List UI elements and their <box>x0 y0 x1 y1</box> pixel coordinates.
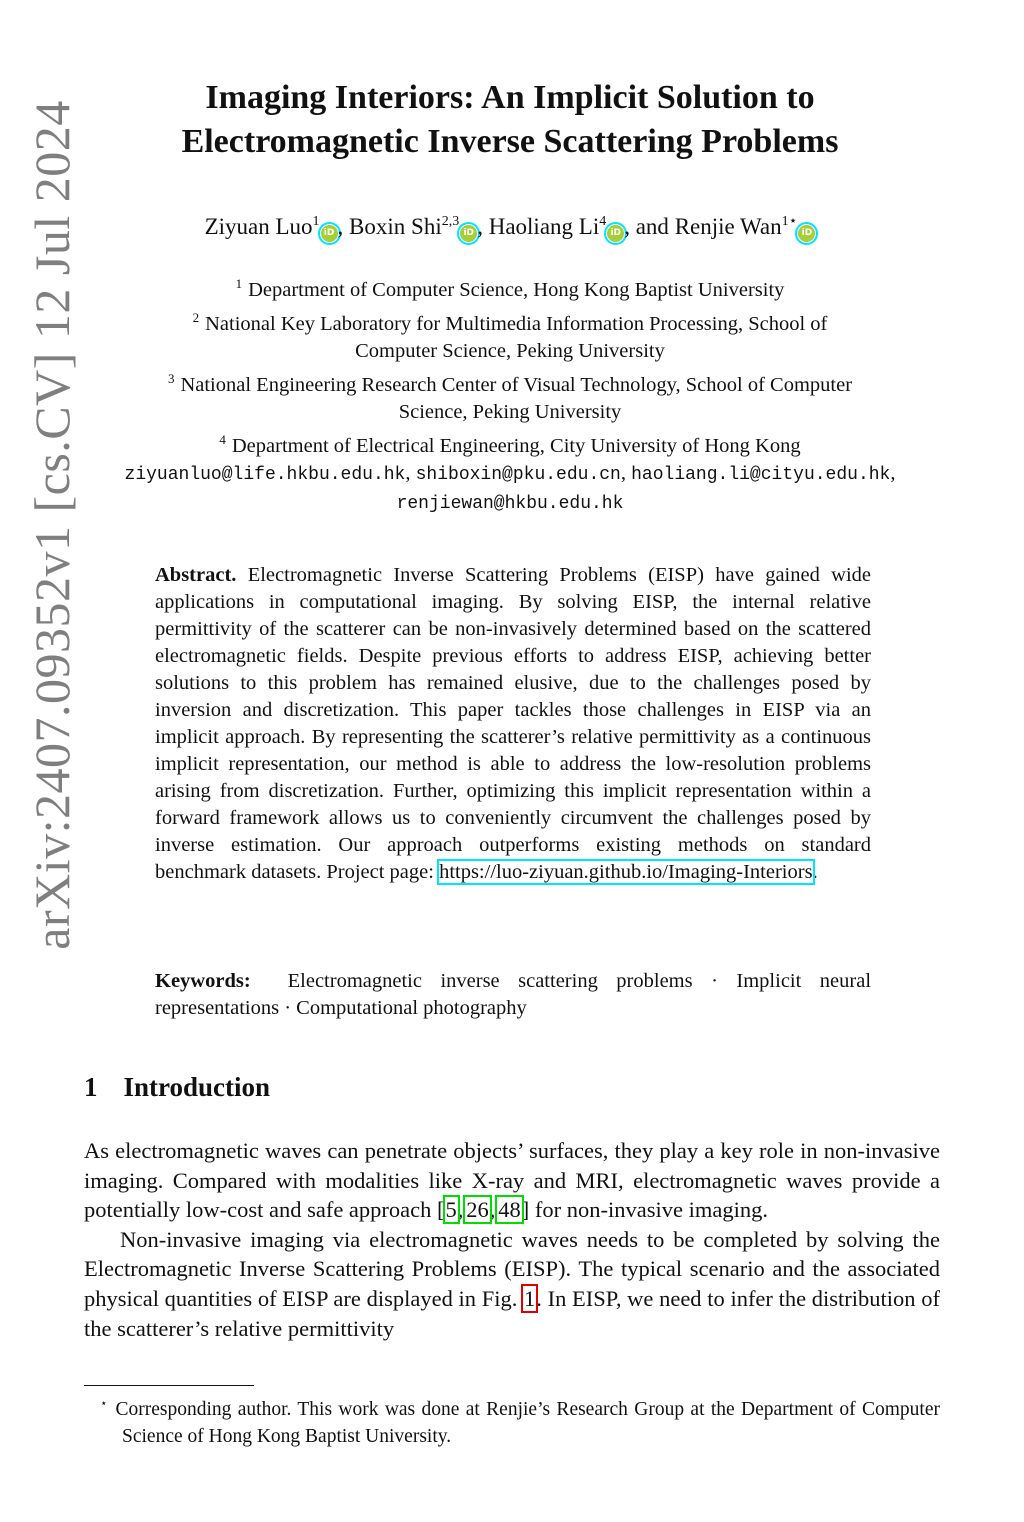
affiliation-4 <box>90 426 930 460</box>
email-line-1: ziyuanluo@life.hkbu.edu.hk, shiboxin@pku.edu.cn, haoliang.li@cityu.edu.hk, <box>124 462 896 485</box>
intro-paragraph-1: As electromagnetic waves can penetrate objects’ surfaces, they play a key role in non-invasive imaging. Compared with modalities like X-ray and MRI, electromagnetic waves provide a potentially low-cost and safe approach [5, 26, 48] for non-invasive imaging. <box>84 1138 940 1223</box>
keywords-label: Keywords: <box>155 970 251 992</box>
affiliation-1 <box>90 270 930 304</box>
section-title: Introduction <box>123 1072 271 1102</box>
affiliation-mark: 3 <box>167 371 175 386</box>
footnote-rule <box>84 1385 254 1386</box>
project-page-end: . <box>812 861 818 883</box>
author-name: Boxin Shi <box>349 214 442 239</box>
keywords-text: Electromagnetic inverse scattering problems · Implicit neural representations · Computational photography <box>155 970 872 1019</box>
citation-link[interactable]: 26 <box>466 1197 489 1223</box>
email-link[interactable]: renjiewan@hkbu.edu.hk <box>396 494 624 514</box>
affiliation-2 <box>90 304 930 338</box>
orcid-icon[interactable]: iD <box>321 225 338 242</box>
affiliation-text: National Engineering Research Center of Visual Technology, School of Computer <box>180 374 853 396</box>
affiliation-text: Department of Computer Science, Hong Kong Baptist University <box>248 279 785 301</box>
affiliation-2-cont: Computer Science, Peking University <box>355 340 665 362</box>
project-page-label: Project page: <box>326 861 434 883</box>
email-link[interactable]: ziyuanluo@life.hkbu.edu.hk <box>124 465 406 485</box>
author-separator: , and <box>624 214 675 239</box>
affiliation-mark: 2 <box>192 310 200 325</box>
author-affil-mark: 2,3 <box>441 214 460 229</box>
affiliation-text: National Key Laboratory for Multimedia Information Processing, School of <box>205 313 828 335</box>
section-number: 1 <box>84 1072 98 1102</box>
introduction-body <box>84 1136 940 1343</box>
author-affil-mark: 1 <box>312 214 320 229</box>
footnote <box>84 1390 940 1450</box>
affiliation-3 <box>90 365 930 399</box>
affiliation-mark: 1 <box>235 276 243 291</box>
citation-link[interactable]: 48 <box>498 1197 521 1223</box>
intro-paragraph-2 <box>84 1225 940 1343</box>
email-link[interactable]: shiboxin@pku.edu.cn <box>415 465 621 485</box>
affiliation-3-cont: Science, Peking University <box>398 401 622 423</box>
section-heading <box>84 1072 270 1103</box>
paragraph-text: . In EISP, we need to infer the distribution of the scatterer’s relative permittivity <box>84 1285 940 1341</box>
paragraph-text: As electromagnetic waves can penetrate objects’ surfaces, they play a key role in non-invasive imaging. Compared with modalities like X-ray and MRI, electromagnetic waves provide a potentially low-cost and safe approach [ <box>84 1138 940 1223</box>
affiliation-mark: 4 <box>219 432 226 447</box>
footnote-text: Corresponding author. This work was done at Renjie’s Research Group at the Department of Computer Science of Hong Kong Baptist University. <box>115 1399 940 1447</box>
author-separator: , <box>477 214 489 239</box>
figure-ref-link[interactable]: 1 <box>524 1285 536 1311</box>
orcid-icon[interactable]: iD <box>607 225 624 242</box>
paragraph-text: Non-invasive imaging via electromagnetic waves needs to be completed by solving the Electromagnetic Inverse Scattering Problems (EISP). The typical scenario and the associated physical quantities of EISP are displayed in Fig. <box>84 1226 940 1311</box>
affiliation-list <box>90 270 930 518</box>
abstract-label: Abstract. <box>155 564 237 586</box>
title-line-1: Imaging Interiors: An Implicit Solution to <box>205 79 815 116</box>
project-page-link[interactable]: https://luo-ziyuan.github.io/Imaging-Interiors <box>439 861 813 883</box>
citation-link[interactable]: 5 <box>445 1197 457 1223</box>
arxiv-side-stamp: arXiv:2407.09352v1 [cs.CV] 12 Jul 2024 <box>24 100 80 950</box>
author-affil-mark: 1⋆ <box>781 214 798 229</box>
title-line-2: Electromagnetic Inverse Scattering Problems <box>181 123 839 160</box>
author-name: Renjie Wan <box>674 214 782 239</box>
email-line-2 <box>90 489 930 518</box>
author-list <box>90 213 930 242</box>
orcid-icon[interactable]: iD <box>798 225 815 242</box>
footnote-mark: ⋆ <box>100 1396 108 1410</box>
author-name: Ziyuan Luo <box>204 214 313 239</box>
email-link[interactable]: haoliang.li@cityu.edu.hk <box>631 465 891 485</box>
author-affil-mark: 4 <box>599 214 607 229</box>
paragraph-text: ] for non-invasive imaging. <box>521 1197 768 1223</box>
abstract-text: Electromagnetic Inverse Scattering Problems (EISP) have gained wide applications in computational imaging. By solving EISP, the internal relative permittivity of the scatterer can be non-invasively determined based on the scattered electromagnetic fields. Despite previous efforts to address EISP, achieving better solutions to this problem has remained elusive, due to the challenges posed by inversion and discretization. This paper tackles those challenges in EISP via an implicit approach. By representing the scatterer’s relative permittivity as a continuous implicit representation, our method is able to address the low-resolution problems arising from discretization. Further, optimizing this implicit representation within a forward framework allows us to conveniently circumvent the challenges posed by inverse estimation. Our approach outperforms existing methods on standard benchmark datasets. <box>155 564 871 883</box>
abstract <box>155 562 871 886</box>
keywords <box>155 968 871 1022</box>
author-separator: , <box>337 214 350 239</box>
paper-title <box>90 76 930 164</box>
orcid-icon[interactable]: iD <box>460 225 477 242</box>
author-name: Haoliang Li <box>488 214 600 239</box>
affiliation-text: Department of Electrical Engineering, City University of Hong Kong <box>231 435 801 457</box>
